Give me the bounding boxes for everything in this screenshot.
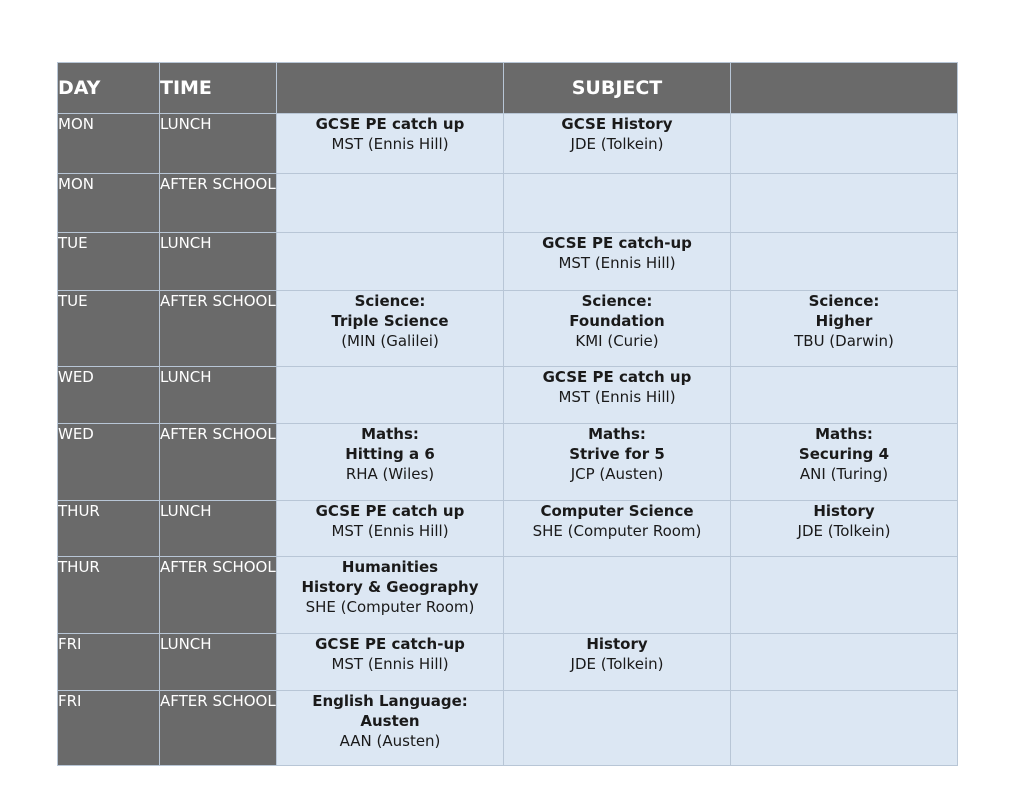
subject-cell	[277, 367, 504, 424]
subject-staff: MST (Ennis Hill)	[331, 135, 449, 153]
day-cell: TUE	[58, 291, 160, 367]
table-row	[58, 501, 958, 557]
header-day: DAY	[58, 63, 160, 114]
day-cell: FRI	[58, 691, 160, 766]
time-cell: AFTER SCHOOL	[160, 424, 277, 501]
subject-title: Maths:	[361, 425, 419, 443]
day-cell: MON	[58, 174, 160, 233]
subject-subtitle: Austen	[360, 712, 420, 730]
subject-title: Maths:	[815, 425, 873, 443]
subject-cell	[731, 557, 958, 634]
day-cell: TUE	[58, 233, 160, 291]
time-cell: AFTER SCHOOL	[160, 291, 277, 367]
subject-cell	[277, 233, 504, 291]
subject-cell	[731, 501, 958, 557]
time-cell: AFTER SCHOOL	[160, 557, 277, 634]
subject-cell	[277, 691, 504, 766]
header-blank	[731, 63, 958, 114]
subject-title: GCSE PE catch-up	[542, 234, 692, 252]
subject-title: GCSE PE catch up	[315, 115, 465, 133]
time-cell: AFTER SCHOOL	[160, 174, 277, 233]
header-subject: SUBJECT	[504, 63, 731, 114]
subject-staff: MST (Ennis Hill)	[331, 655, 449, 673]
subject-subtitle: Triple Science	[331, 312, 449, 330]
subject-title: GCSE PE catch up	[315, 502, 465, 520]
table-row	[58, 233, 958, 291]
subject-title: Maths:	[588, 425, 646, 443]
subject-cell	[277, 291, 504, 367]
subject-title: Science:	[581, 292, 653, 310]
subject-subtitle: Higher	[815, 312, 873, 330]
day-cell: WED	[58, 424, 160, 501]
subject-cell	[731, 691, 958, 766]
subject-cell	[277, 424, 504, 501]
subject-staff: ANI (Turing)	[799, 465, 889, 483]
subject-cell	[731, 367, 958, 424]
subject-staff: JDE (Tolkein)	[797, 522, 891, 540]
subject-cell	[504, 501, 731, 557]
subject-cell	[504, 291, 731, 367]
subject-title: GCSE History	[561, 115, 673, 133]
time-cell: LUNCH	[160, 634, 277, 691]
subject-title: History	[813, 502, 875, 520]
time-cell: LUNCH	[160, 233, 277, 291]
subject-cell	[731, 233, 958, 291]
subject-cell	[504, 367, 731, 424]
subject-subtitle: Hitting a 6	[345, 445, 435, 463]
subject-cell	[277, 174, 504, 233]
subject-title: GCSE PE catch-up	[315, 635, 465, 653]
subject-staff: (MIN (Galilei)	[341, 332, 439, 350]
time-cell: LUNCH	[160, 367, 277, 424]
subject-subtitle: Foundation	[569, 312, 665, 330]
day-cell: WED	[58, 367, 160, 424]
table-row	[58, 691, 958, 766]
subject-staff: SHE (Computer Room)	[532, 522, 702, 540]
subject-cell	[731, 174, 958, 233]
subject-title: Science:	[354, 292, 426, 310]
subject-staff: TBU (Darwin)	[794, 332, 894, 350]
day-cell: THUR	[58, 501, 160, 557]
table-row	[58, 174, 958, 233]
table-row	[58, 557, 958, 634]
subject-title: GCSE PE catch up	[542, 368, 692, 386]
timetable	[57, 62, 958, 766]
subject-cell	[731, 114, 958, 174]
subject-cell	[731, 424, 958, 501]
day-cell: THUR	[58, 557, 160, 634]
subject-cell	[504, 174, 731, 233]
time-cell: LUNCH	[160, 114, 277, 174]
subject-subtitle: Securing 4	[798, 445, 890, 463]
table-row	[58, 424, 958, 501]
subject-cell	[277, 501, 504, 557]
subject-staff: MST (Ennis Hill)	[331, 522, 449, 540]
time-cell: AFTER SCHOOL	[160, 691, 277, 766]
subject-staff: JDE (Tolkein)	[570, 655, 664, 673]
subject-staff: SHE (Computer Room)	[305, 598, 475, 616]
subject-title: History	[586, 635, 648, 653]
header-blank	[277, 63, 504, 114]
subject-cell	[731, 634, 958, 691]
subject-cell	[277, 557, 504, 634]
subject-title: Science:	[808, 292, 880, 310]
subject-staff: KMI (Curie)	[575, 332, 659, 350]
subject-staff: MST (Ennis Hill)	[558, 254, 676, 272]
table-row	[58, 114, 958, 174]
day-cell: MON	[58, 114, 160, 174]
subject-staff: AAN (Austen)	[339, 732, 441, 750]
subject-staff: MST (Ennis Hill)	[558, 388, 676, 406]
subject-cell	[277, 114, 504, 174]
subject-subtitle: Strive for 5	[569, 445, 665, 463]
subject-cell	[277, 634, 504, 691]
day-cell: FRI	[58, 634, 160, 691]
header-row	[58, 63, 958, 114]
time-cell: LUNCH	[160, 501, 277, 557]
subject-cell	[504, 114, 731, 174]
table-row	[58, 291, 958, 367]
subject-cell	[504, 233, 731, 291]
table-row	[58, 634, 958, 691]
subject-staff: JCP (Austen)	[570, 465, 664, 483]
table-row	[58, 367, 958, 424]
subject-title: Computer Science	[540, 502, 694, 520]
subject-cell	[504, 424, 731, 501]
subject-staff: JDE (Tolkein)	[570, 135, 664, 153]
subject-cell	[504, 691, 731, 766]
subject-cell	[731, 291, 958, 367]
subject-cell	[504, 634, 731, 691]
subject-title: English Language:	[312, 692, 468, 710]
subject-cell	[504, 557, 731, 634]
header-time: TIME	[160, 63, 277, 114]
subject-staff: RHA (Wiles)	[345, 465, 435, 483]
subject-subtitle: History & Geography	[301, 578, 479, 596]
subject-title: Humanities	[341, 558, 439, 576]
